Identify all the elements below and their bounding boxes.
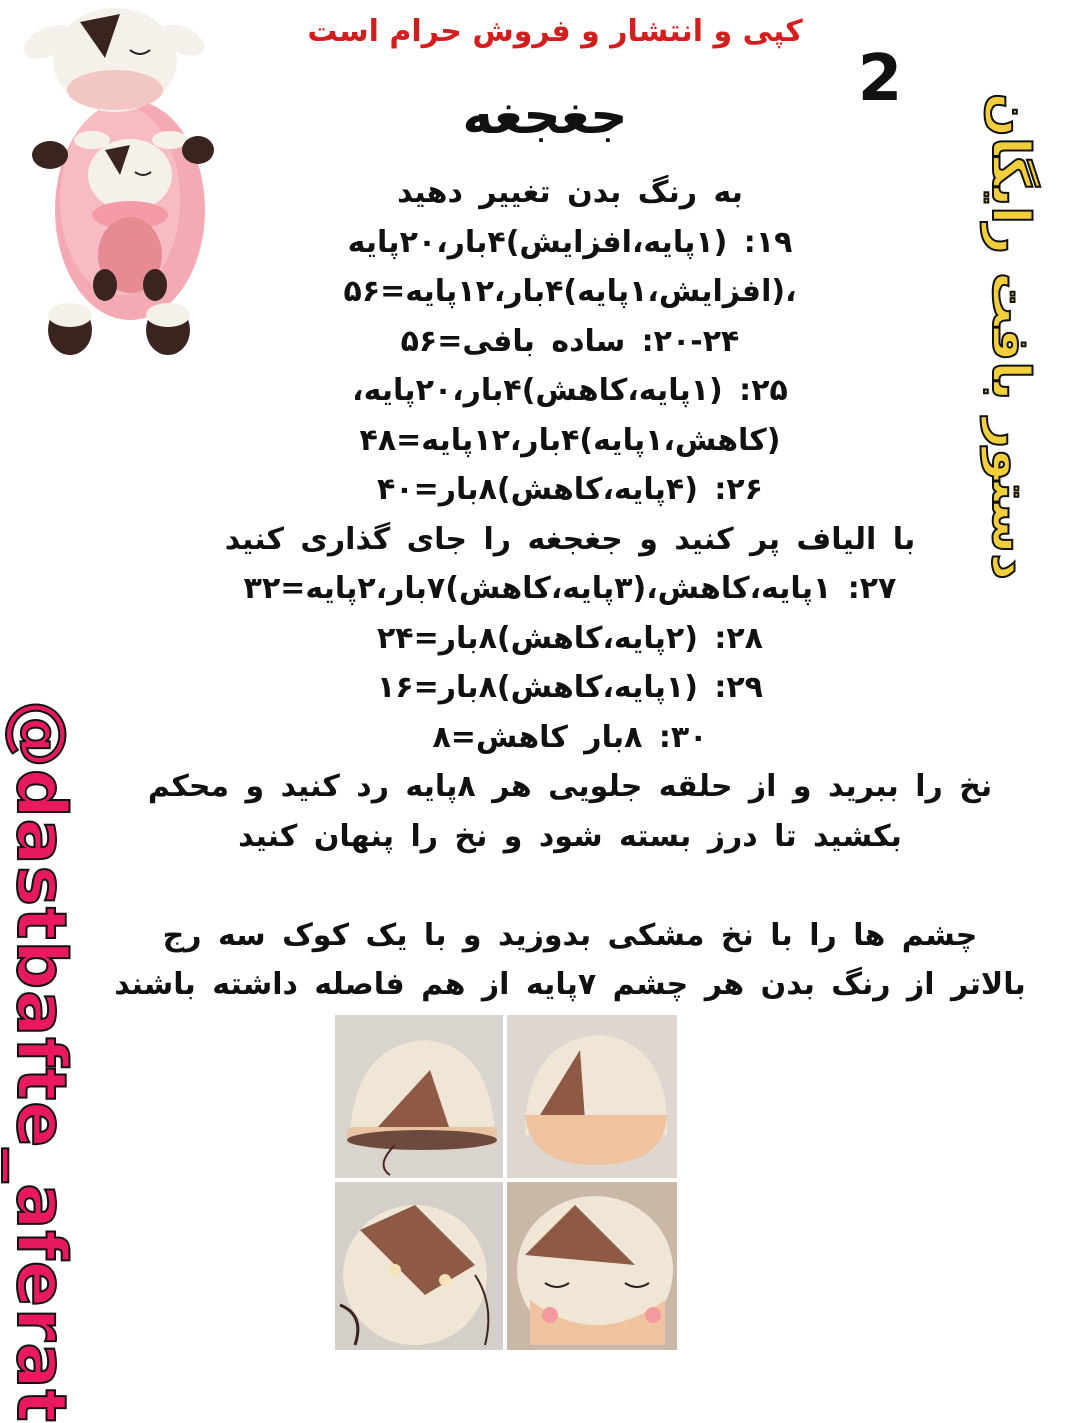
instruction-line: ،(افزایش،۱پایه)۴بار،۱۲پایه=۵۶	[343, 274, 797, 309]
instruction-line: بکشید تا درز بسته شود و نخ را پنهان کنید	[238, 818, 902, 854]
instruction-line: ۱۹: (۱پایه،افزایش)۴بار،۲۰پایه	[347, 224, 793, 260]
instruction-line: به رنگ بدن تغییر دهید	[397, 175, 743, 210]
copyright-notice: کپی و انتشار و فروش حرام است	[307, 14, 803, 49]
instruction-line: ۳۰: ۸بار کاهش=۸	[432, 719, 708, 755]
instruction-line: ۲۷: ۱پایه،کاهش،(۳پایه،کاهش)۷بار،۲پایه=۳۲	[243, 571, 897, 606]
progress-photos	[335, 1015, 677, 1350]
instruction-spacer	[110, 861, 1030, 911]
instruction-line: ۲۰-۲۴: ساده بافی=۵۶	[400, 323, 740, 359]
instructions-block	[110, 168, 1030, 1010]
photo-eyes-pins	[335, 1182, 503, 1350]
instruction-line: ۲۵: (۱پایه،کاهش)۴بار،۲۰پایه،	[352, 373, 788, 408]
instruction-line: (کاهش،۱پایه)۴بار،۱۲پایه=۴۸	[359, 422, 781, 458]
instruction-line: ۲۶: (۴پایه،کاهش)۸بار=۴۰	[377, 472, 763, 507]
page-number: 2	[857, 42, 903, 116]
instruction-line: چشم ها را با نخ مشکی بدوزید و با یک کوک سه رج	[162, 917, 978, 953]
photo-finished-face	[507, 1182, 677, 1350]
instruction-line: بالاتر از رنگ بدن هر چشم ۷پایه از هم فاصله داشته باشند	[114, 967, 1026, 1002]
instruction-line: با الیاف پر کنید و جغجغه را جای گذاری کنید	[224, 521, 916, 557]
photo-head-open	[335, 1015, 503, 1178]
watermark	[1, 700, 94, 1423]
instruction-line: ۲۹: (۱پایه،کاهش)۸بار=۱۶	[377, 670, 763, 705]
watermark-text: @dastbafte_aferat	[1, 700, 80, 1423]
photo-head-closed	[507, 1015, 677, 1178]
instruction-line: ۲۸: (۲پایه،کاهش)۸بار=۲۴	[377, 620, 763, 656]
instruction-line: نخ را ببرید و از حلقه جلویی هر ۸پایه رد کنید و محکم	[147, 769, 993, 804]
page-title: جغجغه	[462, 86, 628, 146]
side-title: دستور بافت رایگان	[980, 92, 1040, 580]
